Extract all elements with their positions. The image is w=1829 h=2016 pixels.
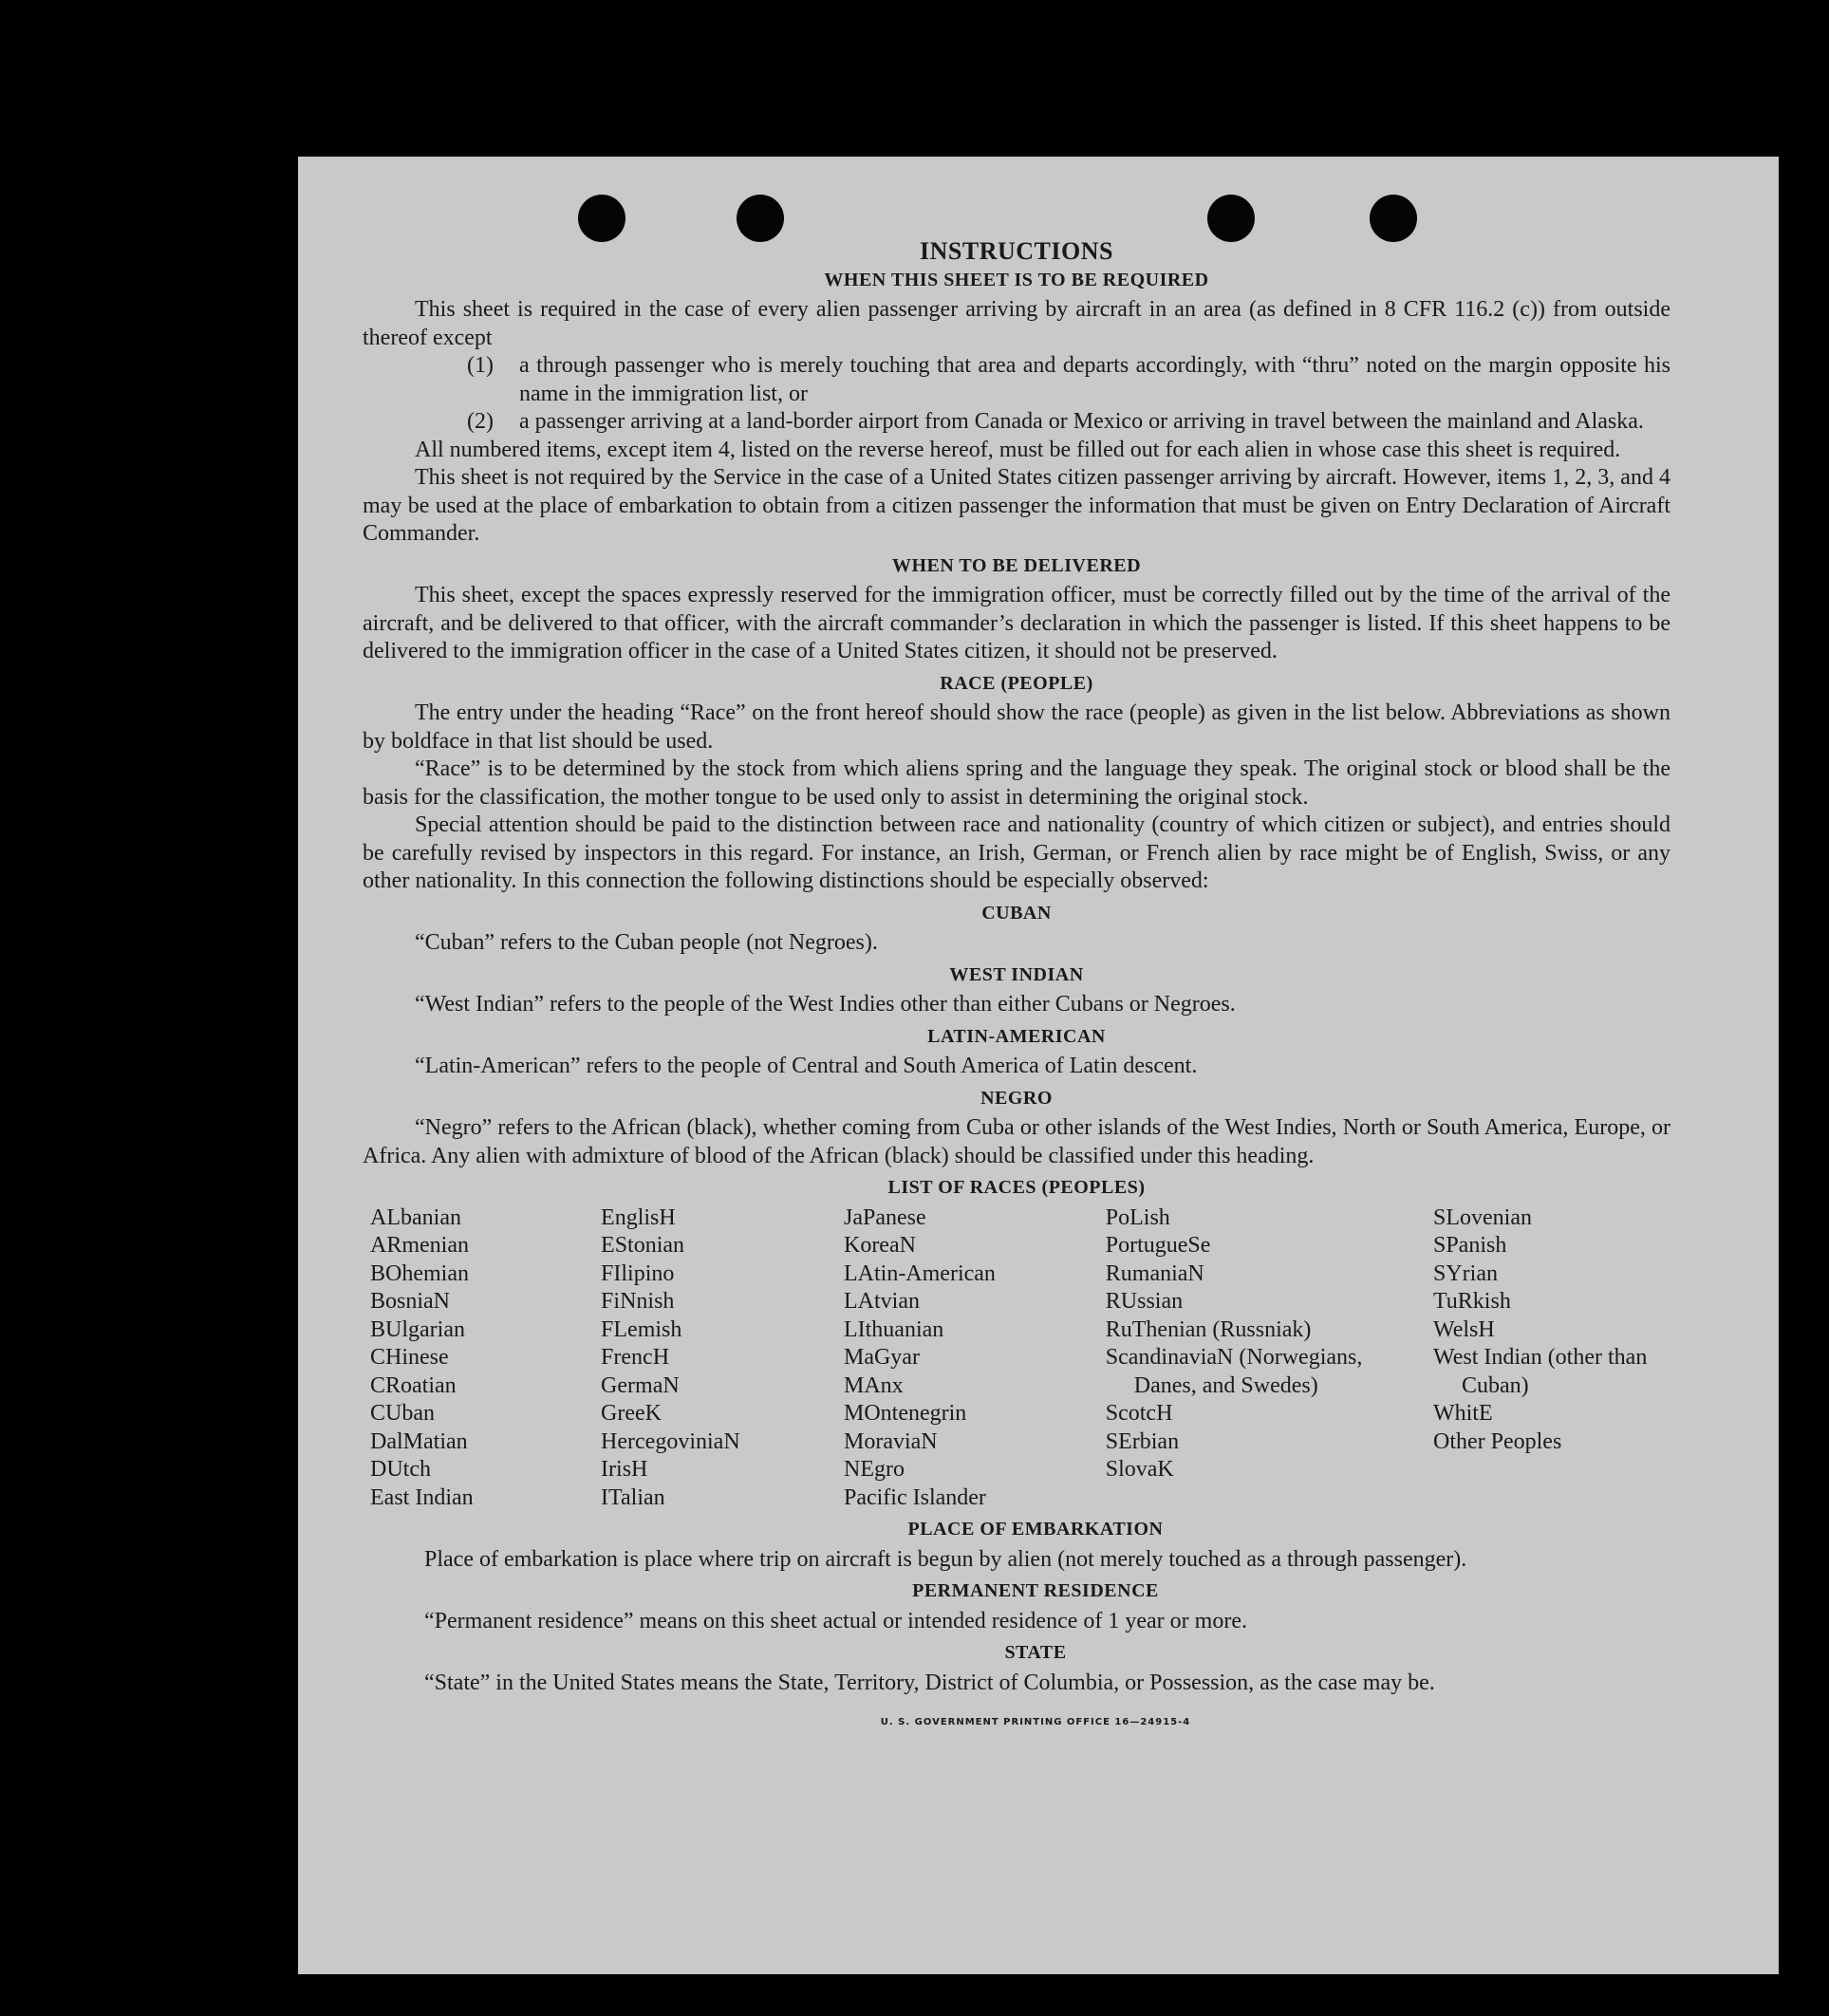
race-item: Pacific Islander [843,1484,986,1510]
race-item: HercegoviniaN [601,1428,740,1454]
section-heading: LIST OF RACES (PEOPLES) [887,1177,1146,1198]
race-item: MoraviaN [843,1428,938,1454]
section-heading: NEGRO [980,1087,1053,1109]
race-item: MOntenegrin [843,1401,967,1426]
race-column [601,1204,844,1513]
race-item: FrencH [601,1345,670,1370]
paragraph: Place of embarkation is place where trip on aircraft is begun by alien (not merely touched as a through passenger). [424,1546,1467,1572]
race-item: MAnx [843,1372,904,1398]
race-item: WhitE [1432,1401,1493,1426]
paragraph: “Negro” refers to the African (black), whether coming from Cuba or other islands of the West Indies, North or South America, Europe, or Africa. Any alien with admixture of blood of the African (black) should be classified under this heading. [363,1115,1670,1168]
paragraph: All numbered items, except item 4, listed on the reverse hereof, must be filled out for each alien in whose case this sheet is required. [415,437,1621,462]
exception-text: a passenger arriving at a land-border airport from Canada or Mexico or arriving in travel between the mainland and Alaska. [519,409,1644,434]
punch-hole [1370,195,1417,242]
race-item: IrisH [601,1457,648,1482]
race-item: SPanish [1432,1233,1507,1258]
race-item: NEgro [843,1457,905,1482]
race-item: RumaniaN [1105,1260,1204,1286]
race-item: WelsH [1432,1316,1495,1342]
race-item: ScandinaviaN (Norwegians, Danes, and Swedes) [1105,1345,1363,1398]
document-sheet [298,157,1779,1974]
race-item: BOhemian [370,1260,469,1286]
race-item: MaGyar [843,1345,920,1370]
race-item: EnglisH [601,1204,676,1230]
race-column [1106,1204,1433,1513]
race-item: ALbanian [370,1204,461,1230]
paragraph: “Permanent residence” means on this sheet actual or intended residence of 1 year or more. [424,1608,1247,1633]
race-item: East Indian [370,1484,474,1510]
race-item: CUban [370,1401,435,1426]
race-item: LAtin-American [843,1260,996,1286]
section-heading: RACE (PEOPLE) [940,672,1093,694]
race-column [1433,1204,1670,1513]
exception-number: (1) [467,353,494,378]
race-item: BUlgarian [370,1316,465,1342]
printer-imprint: U. S. GOVERNMENT PRINTING OFFICE 16—24915-4 [880,1717,1191,1727]
paragraph: “Latin-American” refers to the people of Central and South America of Latin descent. [415,1054,1198,1078]
race-item: LAtvian [843,1289,920,1314]
race-item: RuThenian (Russniak) [1105,1316,1312,1342]
race-item: RUssian [1105,1289,1184,1314]
race-item: West Indian (other than Cuban) [1432,1345,1648,1398]
race-item: CRoatian [370,1372,457,1398]
punch-hole [1207,195,1255,242]
race-item: ARmenian [370,1233,469,1258]
exception-number: (2) [467,409,494,434]
paragraph: “State” in the United States means the State, Territory, District of Columbia, or Possession, as the case may be. [424,1670,1435,1695]
race-item: FIlipino [601,1260,675,1286]
section-heading: WHEN THIS SHEET IS TO BE REQUIRED [824,269,1209,290]
race-column [844,1204,1106,1513]
paragraph: “Race” is to be determined by the stock from which aliens spring and the language they speak. The original stock or blood shall be the basis for the classification, the mother tongue to be used only to assist in determining the original stock. [363,756,1670,810]
race-item: BosniaN [370,1289,450,1314]
section-heading: STATE [1004,1642,1067,1663]
race-item: PoLish [1105,1204,1170,1230]
exception-item [467,352,1670,408]
paragraph: “Cuban” refers to the Cuban people (not Negroes). [415,930,878,955]
race-item: TuRkish [1432,1289,1511,1314]
race-item: PortugueSe [1105,1233,1211,1258]
race-item: SLovenian [1432,1204,1532,1230]
paragraph: Special attention should be paid to the distinction between race and nationality (country of which citizen or subject), and entries should be carefully revised by inspectors in this regard. For instance, an Irish, German, or French alien by race might be of English, Swiss, or any other nationality. In this connection the following distinctions should be especially observed: [363,812,1670,893]
race-list [370,1204,1670,1513]
race-item: DalMatian [370,1428,468,1454]
section-heading: WHEN TO BE DELIVERED [891,554,1142,576]
paragraph: This sheet is required in the case of every alien passenger arriving by aircraft in an area (as defined in 8 CFR 116.2 (c)) from outside thereof except [363,297,1670,350]
race-column [370,1204,601,1513]
section-heading: PLACE OF EMBARKATION [907,1519,1164,1540]
race-item: FiNnish [601,1289,675,1314]
race-item: Other Peoples [1432,1428,1562,1454]
section-heading: LATIN-AMERICAN [927,1025,1106,1047]
race-item: SYrian [1432,1260,1498,1286]
race-item: JaPanese [843,1204,926,1230]
paragraph: This sheet is not required by the Service in the case of a United States citizen passenger arriving by aircraft. However, items 1, 2, 3, and 4 may be used at the place of embarkation to obtain from a citizen passenger the information that must be given on Entry Declaration of Aircraft Commander. [363,465,1670,546]
race-item: EStonian [601,1233,685,1258]
race-item: DUtch [370,1457,431,1482]
punch-hole [737,195,784,242]
paragraph: “West Indian” refers to the people of the West Indies other than either Cubans or Negroes. [415,992,1236,1017]
race-item: SlovaK [1105,1457,1174,1482]
race-item: GreeK [601,1401,663,1426]
exception-item [467,408,1670,437]
race-item: FLemish [601,1316,682,1342]
section-heading: CUBAN [981,902,1052,924]
race-item: LIthuanian [843,1316,944,1342]
section-heading: WEST INDIAN [949,963,1084,985]
race-item: CHinese [370,1345,449,1370]
page-title: INSTRUCTIONS [920,237,1113,265]
instructions-content [363,237,1670,1737]
exception-text: a through passenger who is merely touching that area and departs accordingly, with “thru” noted on the margin opposite his name in the immigration list, or [519,353,1670,406]
race-item: GermaN [601,1372,680,1398]
race-item: ScotcH [1105,1401,1173,1426]
section-heading: PERMANENT RESIDENCE [912,1580,1159,1601]
punch-hole [578,195,625,242]
race-item: KoreaN [843,1233,916,1258]
race-item: ITalian [601,1484,665,1510]
paragraph: This sheet, except the spaces expressly reserved for the immigration officer, must be correctly filled out by the time of the arrival of the aircraft, and be delivered to that officer, with the aircraft commander’s declaration in which the passenger is listed. If this sheet happens to be delivered to the immigration officer in the case of a United States citizen, it should not be preserved. [363,583,1670,663]
race-item: SErbian [1105,1428,1180,1454]
paragraph: The entry under the heading “Race” on the front hereof should show the race (people) as given in the list below. Abbreviations as shown by boldface in that list should be used. [363,700,1670,754]
